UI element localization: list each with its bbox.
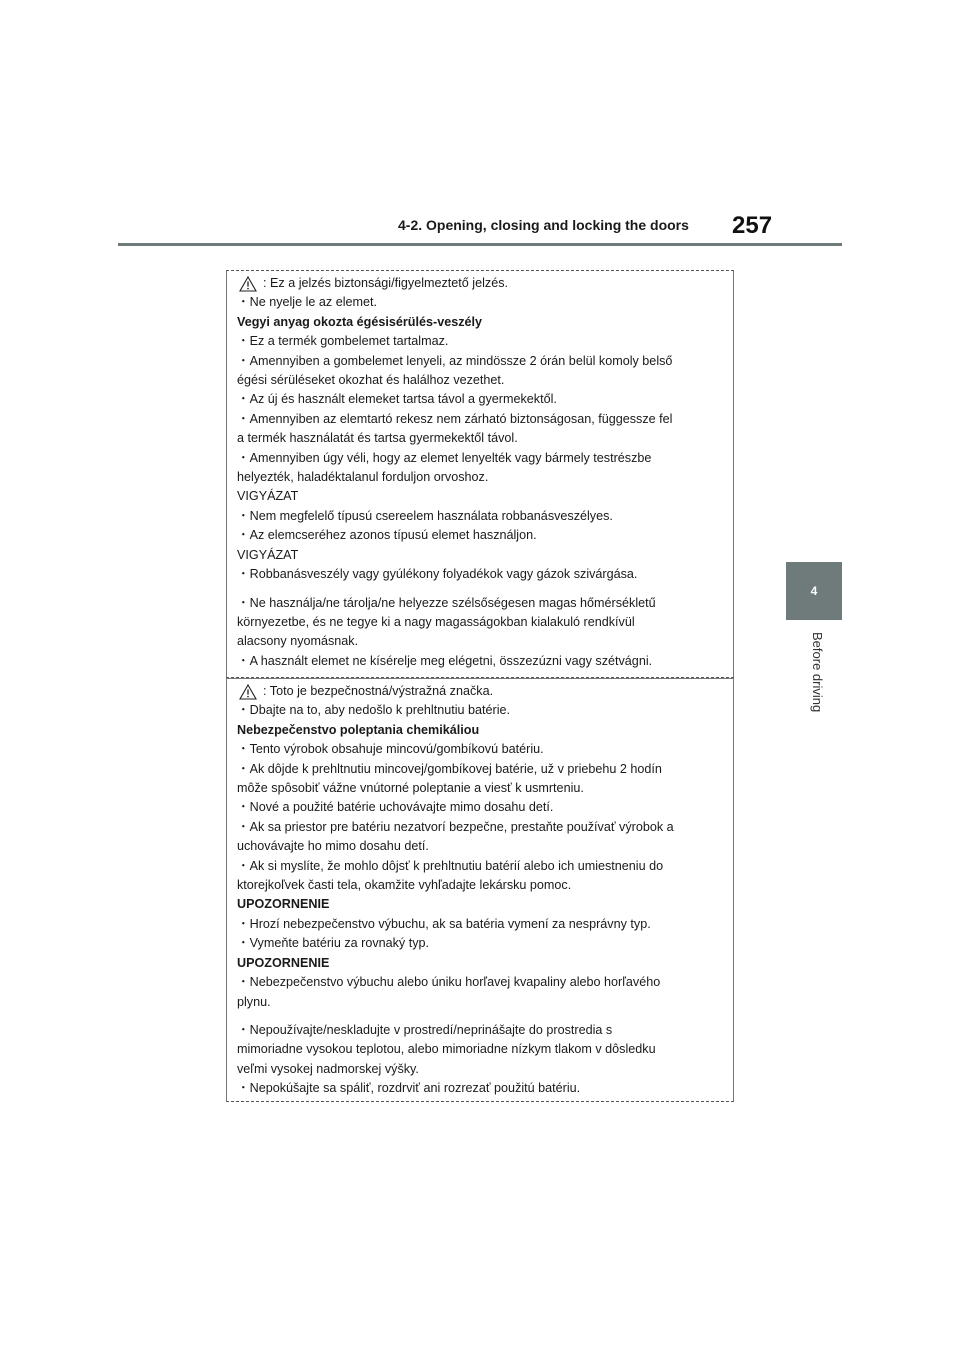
notice-line: ・Ak si myslíte, že mohlo dôjsť k prehltnutiu batérií alebo ich umiestneniu do — [237, 858, 664, 873]
notice-line: Vegyi anyag okozta égésisérülés-veszély — [237, 314, 483, 329]
notice-line: ・Ne nyelje le az elemet. — [237, 295, 377, 310]
notice-line: ・Ez a termék gombelemet tartalmaz. — [237, 334, 449, 349]
notice-line: ・Ak sa priestor pre batériu nezatvorí bezpečne, prestaňte používať výrobok a — [237, 819, 674, 834]
warning-line — [237, 274, 725, 293]
notice-line: ・Amennyiben a gombelemet lenyeli, az mindössze 2 órán belül komoly belső — [237, 353, 673, 368]
chapter-label: Before driving — [810, 632, 825, 713]
notice-line: uchovávajte ho mimo dosahu detí. — [237, 839, 429, 854]
notice-line: ・Az új és használt elemeket tartsa távol a gyermekektől. — [237, 392, 557, 407]
notice-line: Nebezpečenstvo poleptania chemikáliou — [237, 722, 480, 737]
notice-line: a termék használatát és tartsa gyermekektől távol. — [237, 431, 518, 446]
notice-line: veľmi vysokej nadmorskej výšky. — [237, 1061, 419, 1076]
chapter-tab — [786, 562, 842, 620]
notice-line: VIGYÁZAT — [237, 489, 299, 504]
notice-line: ・Nepokúšajte sa spáliť, rozdrviť ani rozrezať použitú batériu. — [237, 1081, 581, 1096]
warning-text: : Ez a jelzés biztonsági/figyelmeztető jelzés. — [263, 276, 508, 290]
notice-line: égési sérüléseket okozhat és halálhoz vezethet. — [237, 373, 505, 388]
notice-line: ・Amennyiben az elemtartó rekesz nem zárható biztonságosan, függessze fel — [237, 411, 673, 426]
notice-line: ・Ne használja/ne tárolja/ne helyezze szélsőségesen magas hőmérsékletű — [237, 595, 656, 610]
notice-line: ktorejkoľvek časti tela, okamžite vyhľadajte lekársku pomoc. — [237, 878, 572, 893]
notice-line: környezetbe, és ne tegye ki a nagy magasságokban kialakuló rendkívül — [237, 614, 635, 629]
notice-box-hungarian — [226, 270, 734, 678]
notice-line: ・Tento výrobok obsahuje mincovú/gombíkovú batériu. — [237, 742, 544, 757]
notice-line: ・Dbajte na to, aby nedošlo k prehltnutiu batérie. — [237, 703, 511, 718]
notice-line: ・Robbanásveszély vagy gyúlékony folyadékok vagy gázok szivárgása. — [237, 567, 638, 582]
notice-line: UPOZORNENIE — [237, 955, 330, 970]
warning-line — [237, 682, 725, 701]
section-title: 4-2. Opening, closing and locking the doors — [398, 217, 689, 233]
notice-line: ・Nebezpečenstvo výbuchu alebo úniku horľavej kvapaliny alebo horľavého — [237, 975, 661, 990]
chapter-number: 4 — [810, 584, 818, 598]
notice-line: môže spôsobiť vážne vnútorné poleptanie a viesť k usmrteniu. — [237, 781, 584, 796]
page-number: 257 — [732, 212, 773, 239]
notice-line: alacsony nyomásnak. — [237, 634, 359, 649]
notice-lines — [237, 701, 725, 1098]
notice-line: plynu. — [237, 994, 271, 1009]
notice-line: ・Nepoužívajte/neskladujte v prostredí/neprinášajte do prostredia s — [237, 1022, 613, 1037]
notice-line: ・Nové a použité batérie uchovávajte mimo dosahu detí. — [237, 800, 554, 815]
notice-line: VIGYÁZAT — [237, 547, 299, 562]
notice-line: ・Nem megfelelő típusú csereelem használata robbanásveszélyes. — [237, 508, 613, 523]
notice-line: ・Vymeňte batériu za rovnaký typ. — [237, 936, 430, 951]
header-rule — [118, 243, 842, 246]
warning-triangle-icon — [239, 684, 257, 700]
notice-line: mimoriadne vysokou teplotou, alebo mimoriadne nízkym tlakom v dôsledku — [237, 1042, 656, 1057]
warning-triangle-icon — [239, 276, 257, 292]
notice-line: ・Az elemcseréhez azonos típusú elemet használjon. — [237, 528, 537, 543]
notice-line: ・Hrozí nebezpečenstvo výbuchu, ak sa batéria vymení za nesprávny typ. — [237, 916, 651, 931]
notice-line: ・A használt elemet ne kísérelje meg elégetni, összezúzni vagy szétvágni. — [237, 653, 653, 668]
notice-line: ・Ak dôjde k prehltnutiu mincovej/gombíkovej batérie, už v priebehu 2 hodín — [237, 761, 662, 776]
warning-text: : Toto je bezpečnostná/výstražná značka. — [263, 684, 494, 698]
notice-lines — [237, 293, 725, 671]
notice-line: ・Amennyiben úgy véli, hogy az elemet lenyelték vagy bármely testrészbe — [237, 450, 652, 465]
notice-line: UPOZORNENIE — [237, 897, 330, 912]
notice-line: helyezték, haladéktalanul forduljon orvoshoz. — [237, 470, 489, 485]
notice-box-slovak — [226, 678, 734, 1102]
